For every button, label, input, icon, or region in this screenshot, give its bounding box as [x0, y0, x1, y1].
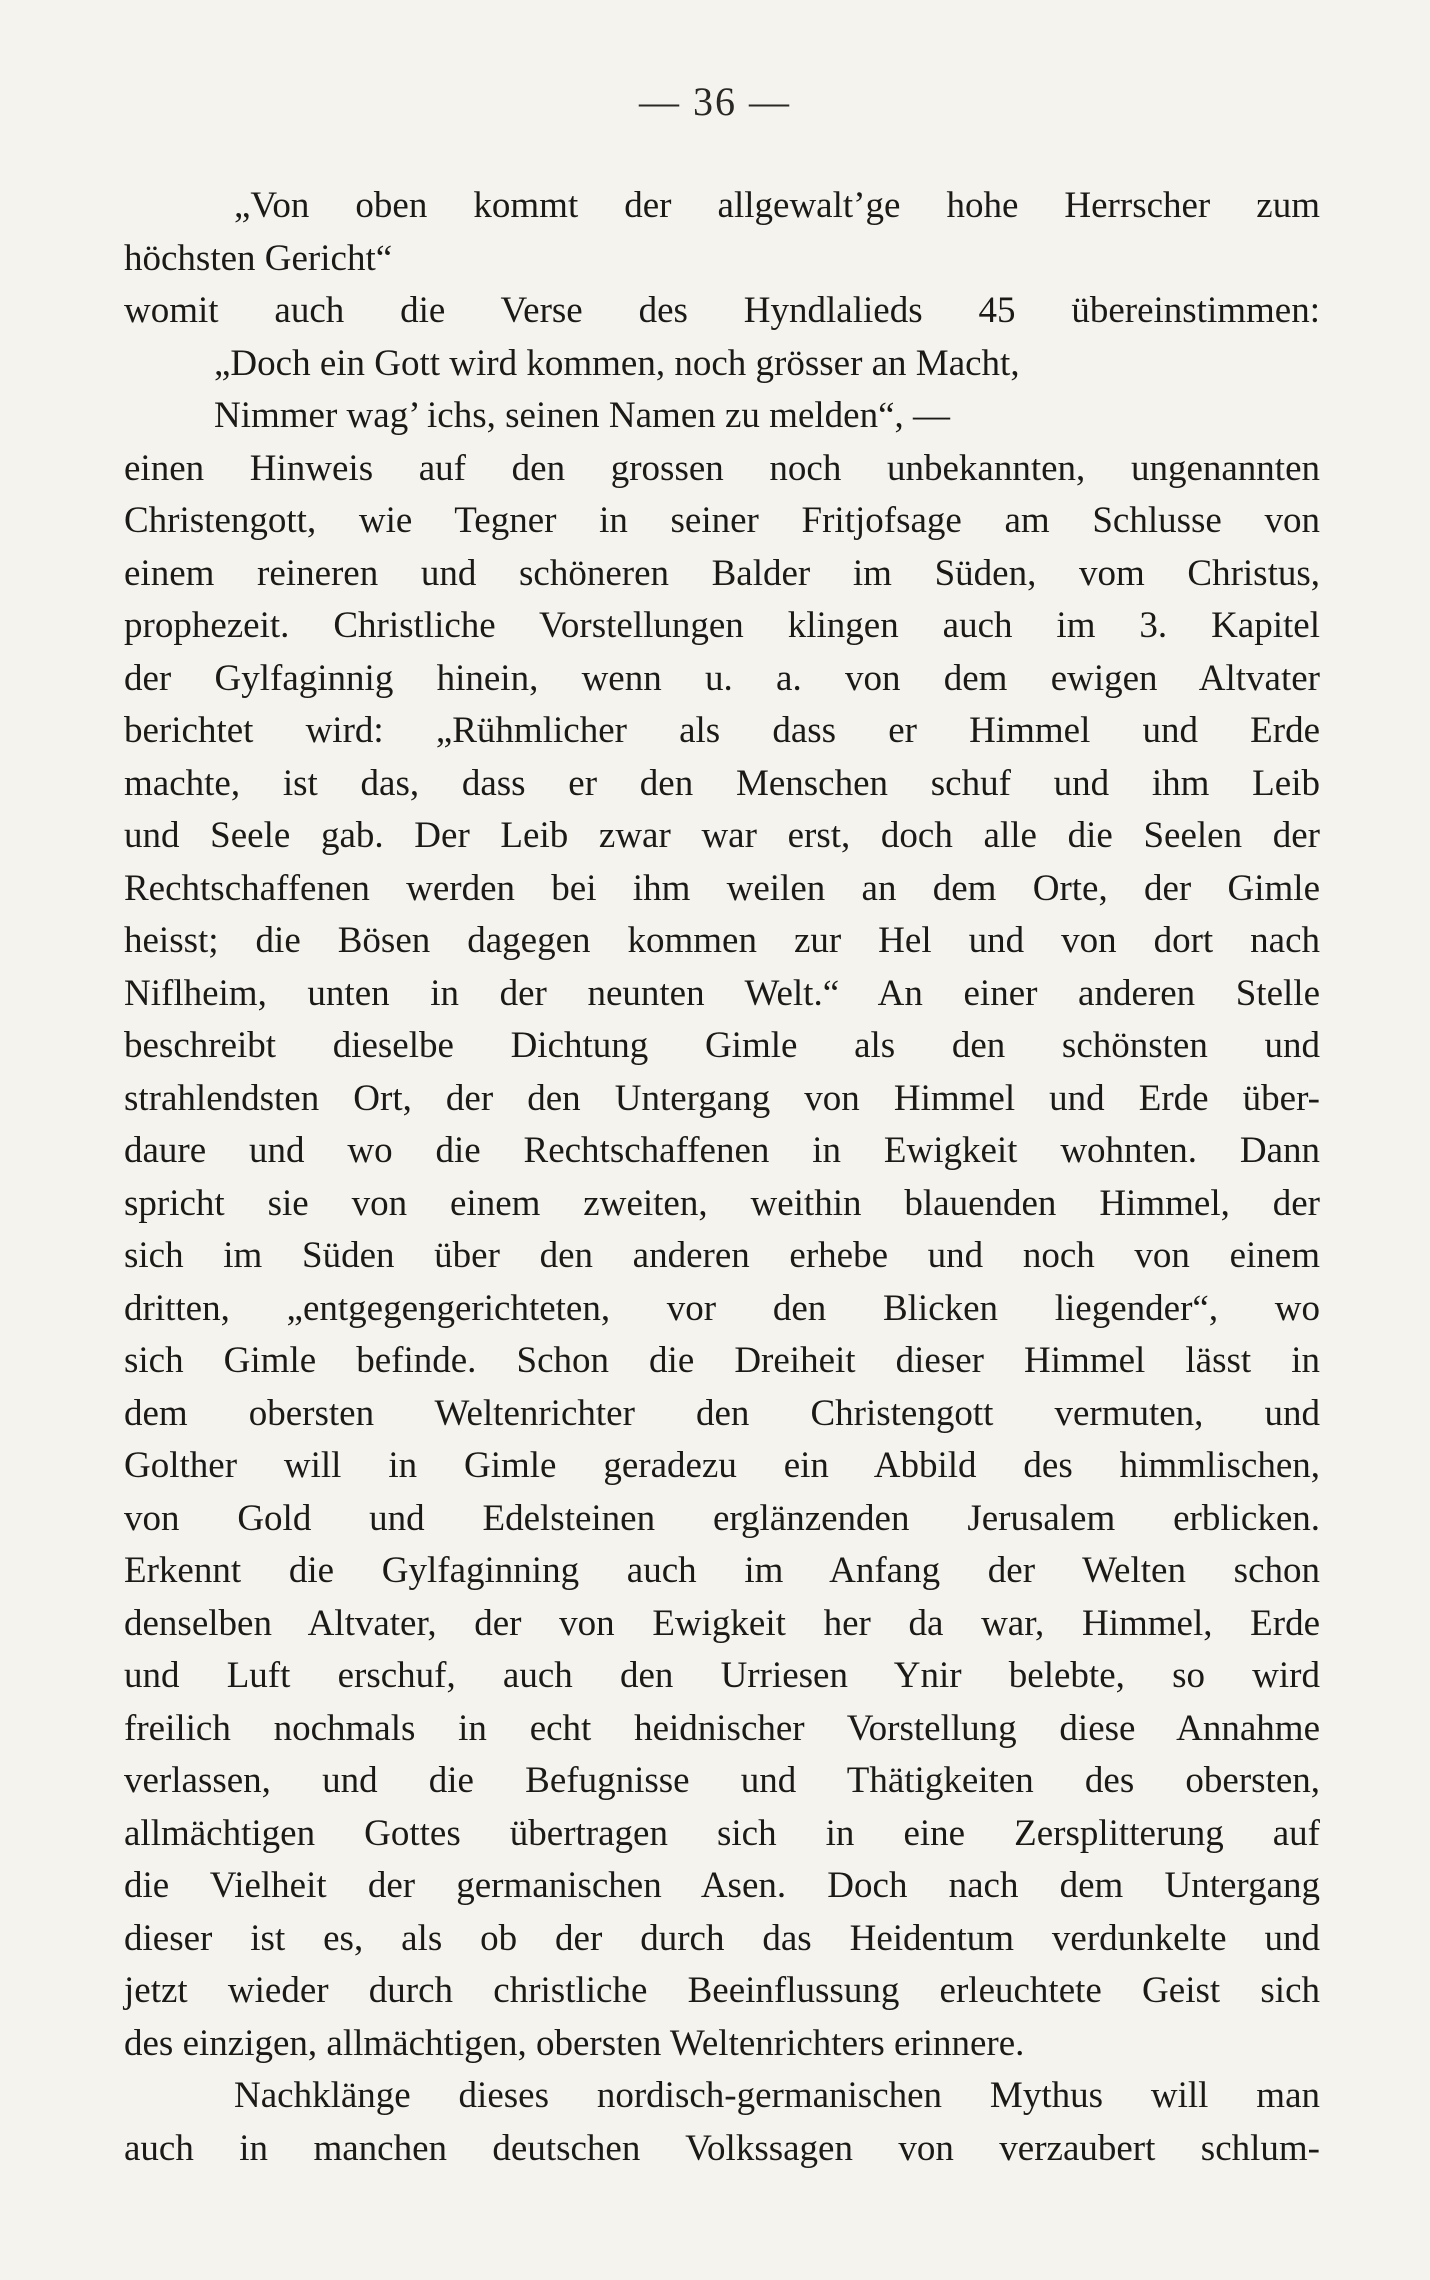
- verse-line: „Doch ein Gott wird kommen, noch grösser an Macht,: [214, 342, 1020, 384]
- text-line: Erkennt die Gylfaginning auch im Anfang der Welten schon: [124, 1550, 1320, 1591]
- text-line: und Luft erschuf, auch den Urriesen Ynir belebte, so wird: [124, 1655, 1320, 1696]
- text-line: jetzt wieder durch christliche Beeinflussung erleuchtete Geist sich: [124, 1970, 1320, 2011]
- text-line: denselben Altvater, der von Ewigkeit her da war, Himmel, Erde: [124, 1602, 1320, 1644]
- text-line: „Von oben kommt der allgewalt’ge hohe Herrscher zum: [234, 185, 1320, 226]
- text-line: Niflheim, unten in der neunten Welt.“ An einer anderen Stelle: [124, 972, 1320, 1014]
- text-line: höchsten Gericht“: [124, 237, 393, 279]
- text-line: sich Gimle befinde. Schon die Dreiheit dieser Himmel lässt in: [124, 1340, 1320, 1381]
- text-line: einem reineren und schöneren Balder im Süden, vom Christus,: [124, 552, 1320, 594]
- text-line: womit auch die Verse des Hyndlalieds 45 übereinstimmen:: [124, 290, 1320, 331]
- text-line: allmächtigen Gottes übertragen sich in eine Zersplitterung auf: [124, 1812, 1320, 1854]
- text-line: des einzigen, allmächtigen, obersten Weltenrichters erinnere.: [124, 2022, 1025, 2064]
- text-line: machte, ist das, dass er den Menschen schuf und ihm Leib: [124, 762, 1320, 804]
- body-text: [124, 180, 1320, 2175]
- text-line: daure und wo die Rechtschaffenen in Ewigkeit wohnten. Dann: [124, 1130, 1320, 1171]
- text-line: Christengott, wie Tegner in seiner Fritjofsage am Schlusse von: [124, 500, 1320, 541]
- text-line: auch in manchen deutschen Volkssagen von verzaubert schlum-: [124, 2127, 1320, 2169]
- text-line: prophezeit. Christliche Vorstellungen klingen auch im 3. Kapitel: [124, 605, 1320, 646]
- text-line: sich im Süden über den anderen erhebe und noch von einem: [124, 1235, 1320, 1276]
- text-line: der Gylfaginnig hinein, wenn u. a. von dem ewigen Altvater: [124, 657, 1320, 699]
- text-line: die Vielheit der germanischen Asen. Doch nach dem Untergang: [124, 1865, 1320, 1906]
- text-line: Rechtschaffenen werden bei ihm weilen an dem Orte, der Gimle: [124, 867, 1320, 909]
- text-line: dieser ist es, als ob der durch das Heidentum verdunkelte und: [124, 1917, 1320, 1959]
- verse-line: Nimmer wag’ ichs, seinen Namen zu melden“, —: [214, 395, 950, 436]
- text-line: beschreibt dieselbe Dichtung Gimle als den schönsten und: [124, 1025, 1320, 1066]
- text-line: dem obersten Weltenrichter den Christengott vermuten, und: [124, 1392, 1320, 1434]
- text-line: heisst; die Bösen dagegen kommen zur Hel und von dort nach: [124, 920, 1320, 961]
- text-line: freilich nochmals in echt heidnischer Vorstellung diese Annahme: [124, 1707, 1320, 1749]
- text-line: verlassen, und die Befugnisse und Thätigkeiten des obersten,: [124, 1760, 1320, 1801]
- text-line: berichtet wird: „Rühmlicher als dass er Himmel und Erde: [124, 710, 1320, 751]
- page-number: — 36 —: [639, 79, 791, 124]
- text-line: dritten, „entgegengerichteten, vor den Blicken liegender“, wo: [124, 1287, 1320, 1329]
- text-line: strahlendsten Ort, der den Untergang von Himmel und Erde über-: [124, 1077, 1320, 1119]
- text-line: Golther will in Gimle geradezu ein Abbild des himmlischen,: [124, 1445, 1320, 1486]
- text-line: Nachklänge dieses nordisch-germanischen Mythus will man: [234, 2075, 1320, 2116]
- text-line: einen Hinweis auf den grossen noch unbekannten, ungenannten: [124, 447, 1320, 489]
- text-line: und Seele gab. Der Leib zwar war erst, doch alle die Seelen der: [124, 815, 1320, 856]
- text-line: von Gold und Edelsteinen erglänzenden Jerusalem erblicken.: [124, 1497, 1320, 1539]
- text-line: spricht sie von einem zweiten, weithin blauenden Himmel, der: [124, 1182, 1320, 1224]
